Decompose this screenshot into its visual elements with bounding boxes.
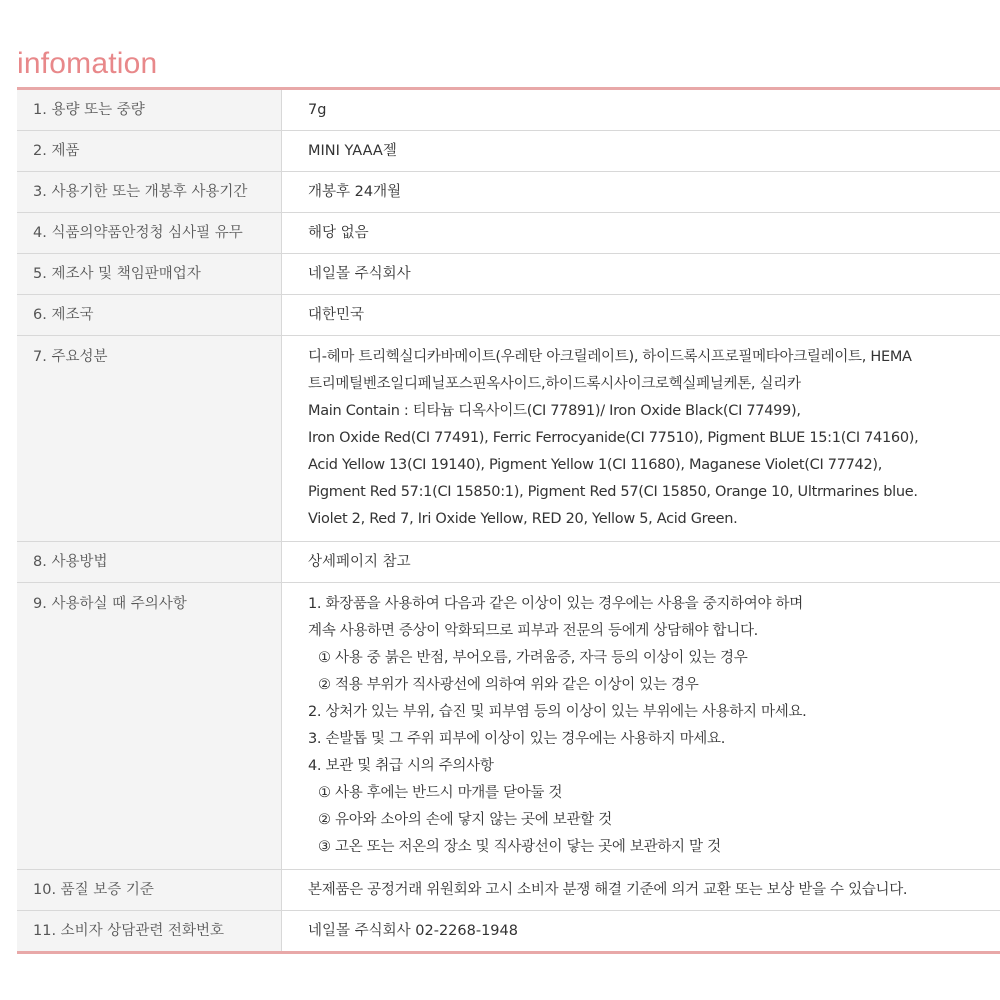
table-row — [17, 254, 1000, 295]
page-title: infomation — [17, 47, 158, 80]
caution-subitem: ① 사용 후에는 반드시 마개를 닫아둘 것 — [318, 785, 563, 801]
caution-subitem: ② 적용 부위가 직사광선에 의하여 위와 같은 이상이 있는 경우 — [318, 677, 699, 693]
ingredient-line: 디-헤마 트리헥실디카바메이트(우레탄 아크릴레이트), 하이드록시프로필메타아크릴레이트, HEMA — [308, 349, 912, 365]
table-row — [17, 172, 1000, 213]
row-value: 본제품은 공정거래 위원회와 고시 소비자 분쟁 해결 기준에 의거 교환 또는 보상 받을 수 있습니다. — [281, 870, 1000, 910]
row-label: 6. 제조국 — [17, 295, 281, 335]
row-value: MINI YAAA젤 — [281, 131, 1000, 171]
row-label: 8. 사용방법 — [17, 542, 281, 582]
ingredient-line: 트리메틸벤조일디페닐포스핀옥사이드,하이드록시사이크로헥실페닐케톤, 실리카 — [308, 376, 801, 392]
table-row — [17, 131, 1000, 172]
caution-line: 3. 손발톱 및 그 주위 피부에 이상이 있는 경우에는 사용하지 마세요. — [308, 731, 726, 747]
table-row — [17, 542, 1000, 583]
row-value: 7g — [281, 90, 1000, 130]
row-label: 7. 주요성분 — [17, 336, 281, 541]
row-label: 5. 제조사 및 책임판매업자 — [17, 254, 281, 294]
row-value: 개봉후 24개월 — [281, 172, 1000, 212]
info-table — [17, 87, 1000, 954]
row-label: 4. 식품의약품안정청 심사필 유무 — [17, 213, 281, 253]
table-row — [17, 911, 1000, 951]
row-value: 네일몰 주식회사 — [281, 254, 1000, 294]
ingredient-line: Pigment Red 57:1(CI 15850:1), Pigment Red 57(CI 15850, Orange 10, Ultrmarines blue. — [308, 484, 918, 500]
table-row — [17, 90, 1000, 131]
row-label: 3. 사용기한 또는 개봉후 사용기간 — [17, 172, 281, 212]
ingredient-line: Iron Oxide Red(CI 77491), Ferric Ferrocyanide(CI 77510), Pigment BLUE 15:1(CI 74160), — [308, 430, 919, 446]
row-label: 1. 용량 또는 중량 — [17, 90, 281, 130]
table-row-cautions — [17, 583, 1000, 870]
table-row — [17, 213, 1000, 254]
caution-subitem: ② 유아와 소아의 손에 닿지 않는 곳에 보관할 것 — [318, 812, 612, 828]
caution-line: 2. 상처가 있는 부위, 습진 및 피부염 등의 이상이 있는 부위에는 사용하지 마세요. — [308, 704, 807, 720]
ingredient-line: Violet 2, Red 7, Iri Oxide Yellow, RED 20, Yellow 5, Acid Green. — [308, 511, 738, 527]
table-row-ingredients — [17, 336, 1000, 542]
caution-subitem: ③ 고온 또는 저온의 장소 및 직사광선이 닿는 곳에 보관하지 말 것 — [318, 839, 721, 855]
row-value: 해당 없음 — [281, 213, 1000, 253]
row-value: 상세페이지 참고 — [281, 542, 1000, 582]
row-label: 9. 사용하실 때 주의사항 — [17, 583, 281, 869]
row-label: 10. 품질 보증 기준 — [17, 870, 281, 910]
row-value: 대한민국 — [281, 295, 1000, 335]
ingredients-value — [281, 336, 1000, 541]
caution-line: 계속 사용하면 증상이 악화되므로 피부과 전문의 등에게 상담해야 합니다. — [308, 623, 758, 639]
row-value: 네일몰 주식회사 02-2268-1948 — [281, 911, 1000, 951]
row-label: 2. 제품 — [17, 131, 281, 171]
ingredient-line: Acid Yellow 13(CI 19140), Pigment Yellow 1(CI 11680), Maganese Violet(CI 77742), — [308, 457, 883, 473]
caution-line: 4. 보관 및 취급 시의 주의사항 — [308, 758, 494, 774]
ingredient-line: Main Contain : 티타늄 디옥사이드(CI 77891)/ Iron Oxide Black(CI 77499), — [308, 403, 801, 419]
table-row — [17, 295, 1000, 336]
cautions-value — [281, 583, 1000, 869]
row-label: 11. 소비자 상담관련 전화번호 — [17, 911, 281, 951]
caution-line: 1. 화장품을 사용하여 다음과 같은 이상이 있는 경우에는 사용을 중지하여야 하며 — [308, 596, 803, 612]
caution-subitem: ① 사용 중 붉은 반점, 부어오름, 가려움증, 자극 등의 이상이 있는 경우 — [318, 650, 748, 666]
table-row — [17, 870, 1000, 911]
